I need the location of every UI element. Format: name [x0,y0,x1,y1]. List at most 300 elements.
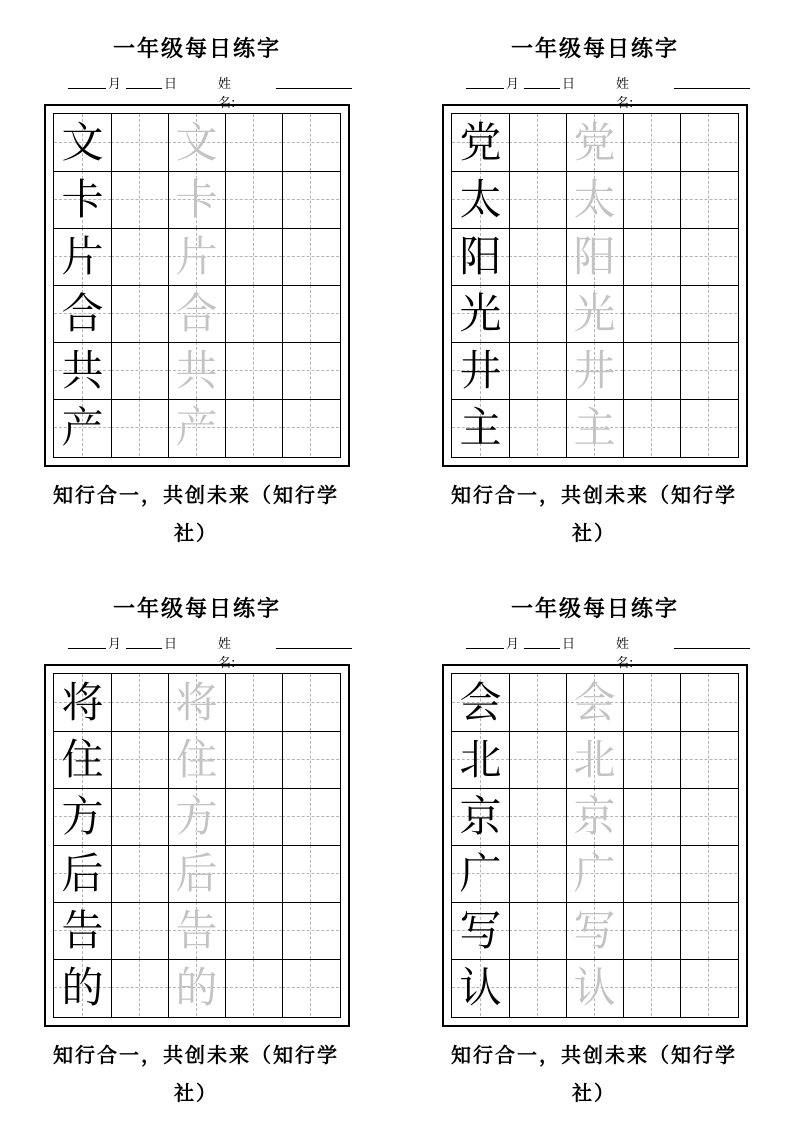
guide-line-horizontal [623,987,680,988]
grid-row [452,399,738,456]
blank-writing-cell[interactable] [623,285,680,342]
blank-writing-cell[interactable] [111,902,168,959]
grid-row [54,171,340,228]
blank-writing-cell[interactable] [509,731,566,788]
guide-line-horizontal [282,313,339,314]
model-cell [54,674,111,731]
blank-writing-cell[interactable] [680,731,737,788]
guide-line-horizontal [225,759,282,760]
practice-grid-frame [442,104,748,467]
month-blank[interactable] [466,88,504,89]
day-blank[interactable] [524,648,560,649]
guide-line-horizontal [623,427,680,428]
blank-writing-cell[interactable] [282,171,339,228]
blank-writing-cell[interactable] [509,845,566,902]
grid-row [54,845,340,902]
guide-line-horizontal [111,702,168,703]
practice-grid [53,673,341,1018]
grid-row-divider [452,959,738,960]
blank-writing-cell[interactable] [111,285,168,342]
model-character: 阳 [459,232,502,281]
sheet-title: 一年级每日练字 [112,596,281,622]
trace-cell[interactable] [168,902,225,959]
trace-cell[interactable] [168,342,225,399]
grid-row [452,674,738,731]
grid-row-divider [452,902,738,903]
grid-row-divider [54,228,340,229]
trace-cell[interactable] [168,285,225,342]
blank-writing-cell[interactable] [225,342,282,399]
guide-line-horizontal [111,930,168,931]
guide-line-horizontal [623,142,680,143]
trace-character: 产 [175,403,218,452]
blank-writing-cell[interactable] [680,285,737,342]
grid-row [452,731,738,788]
trace-cell[interactable] [168,845,225,902]
guide-line-horizontal [111,873,168,874]
model-character: 北 [459,735,502,784]
guide-line-horizontal [680,370,737,371]
guide-line-horizontal [680,759,737,760]
trace-cell[interactable] [168,731,225,788]
grid-row [452,959,738,1016]
blank-writing-cell[interactable] [282,845,339,902]
grid-row [452,902,738,959]
guide-line-horizontal [225,427,282,428]
blank-writing-cell[interactable] [680,674,737,731]
blank-writing-cell[interactable] [623,788,680,845]
grid-row [452,342,738,399]
blank-writing-cell[interactable] [680,171,737,228]
trace-cell[interactable] [566,228,623,285]
blank-writing-cell[interactable] [509,902,566,959]
model-cell [54,788,111,845]
guide-line-horizontal [680,313,737,314]
grid-row-divider [54,788,340,789]
trace-cell[interactable] [566,731,623,788]
guide-line-horizontal [623,816,680,817]
trace-character: 阳 [573,232,616,281]
guide-line-horizontal [225,256,282,257]
grid-row [452,228,738,285]
day-label: 日 [562,637,576,652]
model-character: 卡 [61,175,104,224]
guide-line-horizontal [225,873,282,874]
name-label: 姓名: [616,637,634,671]
guide-line-horizontal [509,873,566,874]
guide-line-horizontal [225,370,282,371]
trace-character: 认 [573,963,616,1012]
guide-line-horizontal [509,702,566,703]
blank-writing-cell[interactable] [680,845,737,902]
trace-cell[interactable] [168,399,225,456]
guide-line-horizontal [111,987,168,988]
trace-character: 的 [175,963,218,1012]
guide-line-horizontal [282,873,339,874]
trace-character: 后 [175,849,218,898]
trace-cell[interactable] [168,674,225,731]
trace-cell[interactable] [566,342,623,399]
trace-cell[interactable] [168,788,225,845]
blank-writing-cell[interactable] [623,228,680,285]
trace-character: 太 [573,175,616,224]
blank-writing-cell[interactable] [111,731,168,788]
blank-writing-cell[interactable] [225,674,282,731]
guide-line-horizontal [111,199,168,200]
month-blank[interactable] [68,648,106,649]
day-label: 日 [164,637,178,652]
guide-line-horizontal [282,370,339,371]
guide-line-horizontal [509,987,566,988]
blank-writing-cell[interactable] [623,171,680,228]
model-cell [54,285,111,342]
model-cell [452,902,509,959]
blank-writing-cell[interactable] [509,285,566,342]
blank-writing-cell[interactable] [680,228,737,285]
model-cell [452,342,509,399]
guide-line-horizontal [623,370,680,371]
guide-line-horizontal [623,702,680,703]
trace-character: 京 [573,792,616,841]
trace-character: 北 [573,735,616,784]
model-character: 会 [459,678,502,727]
blank-writing-cell[interactable] [225,845,282,902]
grid-row [54,342,340,399]
model-character: 京 [459,792,502,841]
blank-writing-cell[interactable] [282,114,339,171]
model-character: 合 [61,289,104,338]
trace-cell[interactable] [566,959,623,1016]
practice-grid-frame [44,104,350,467]
model-character: 党 [459,118,502,167]
guide-line-horizontal [225,930,282,931]
trace-cell[interactable] [566,902,623,959]
blank-writing-cell[interactable] [680,959,737,1016]
blank-writing-cell[interactable] [680,399,737,456]
name-label: 姓名: [616,77,634,111]
blank-writing-cell[interactable] [623,114,680,171]
model-cell [54,902,111,959]
model-cell [452,731,509,788]
blank-writing-cell[interactable] [623,731,680,788]
grid-row-divider [452,228,738,229]
grid-row-divider [54,171,340,172]
blank-writing-cell[interactable] [282,399,339,456]
guide-line-horizontal [111,816,168,817]
trace-cell[interactable] [566,399,623,456]
blank-writing-cell[interactable] [225,959,282,1016]
model-cell [54,845,111,902]
model-character: 告 [61,906,104,955]
month-label: 月 [506,637,520,652]
trace-character: 共 [175,346,218,395]
model-cell [452,399,509,456]
trace-character: 写 [573,906,616,955]
blank-writing-cell[interactable] [225,399,282,456]
model-cell [452,674,509,731]
model-cell [452,959,509,1016]
guide-line-horizontal [509,370,566,371]
trace-cell[interactable] [168,114,225,171]
blank-writing-cell[interactable] [111,171,168,228]
blank-writing-cell[interactable] [509,674,566,731]
blank-writing-cell[interactable] [225,285,282,342]
trace-character: 会 [573,678,616,727]
practice-sheet [442,0,772,545]
guide-line-horizontal [509,142,566,143]
blank-writing-cell[interactable] [509,228,566,285]
motto-text: 知行合一，共创未来（知行学社） [53,1043,339,1105]
grid-row-divider [452,845,738,846]
blank-writing-cell[interactable] [509,959,566,1016]
blank-writing-cell[interactable] [282,902,339,959]
guide-line-horizontal [623,873,680,874]
sheet-title: 一年级每日练字 [510,36,679,62]
guide-line-horizontal [111,759,168,760]
guide-line-horizontal [225,142,282,143]
blank-writing-cell[interactable] [509,788,566,845]
motto-text: 知行合一，共创未来（知行学社） [451,1043,737,1105]
trace-cell[interactable] [566,171,623,228]
practice-grid [451,673,739,1018]
guide-line-horizontal [225,702,282,703]
guide-line-horizontal [225,987,282,988]
model-cell [452,788,509,845]
trace-cell[interactable] [566,788,623,845]
name-label: 姓名: [218,77,236,111]
model-character: 井 [459,346,502,395]
model-cell [452,114,509,171]
model-cell [54,399,111,456]
guide-line-horizontal [225,199,282,200]
month-blank[interactable] [68,88,106,89]
motto-text: 知行合一，共创未来（知行学社） [451,483,737,545]
blank-writing-cell[interactable] [282,342,339,399]
blank-writing-cell[interactable] [623,902,680,959]
guide-line-horizontal [509,930,566,931]
name-blank[interactable] [276,88,352,89]
model-character: 共 [61,346,104,395]
grid-row [54,674,340,731]
guide-line-horizontal [509,816,566,817]
model-character: 后 [61,849,104,898]
grid-row-divider [54,285,340,286]
day-blank[interactable] [524,88,560,89]
guide-line-horizontal [680,873,737,874]
guide-line-horizontal [509,759,566,760]
trace-character: 主 [573,403,616,452]
model-cell [54,731,111,788]
model-character: 光 [459,289,502,338]
trace-cell[interactable] [566,845,623,902]
trace-character: 广 [573,849,616,898]
guide-line-horizontal [111,256,168,257]
grid-row [452,114,738,171]
grid-row-divider [54,959,340,960]
guide-line-horizontal [282,427,339,428]
blank-writing-cell[interactable] [225,114,282,171]
blank-writing-cell[interactable] [680,902,737,959]
grid-row-divider [54,342,340,343]
guide-line-horizontal [623,313,680,314]
blank-writing-cell[interactable] [509,399,566,456]
day-label: 日 [562,77,576,92]
blank-writing-cell[interactable] [509,114,566,171]
trace-cell[interactable] [566,285,623,342]
blank-writing-cell[interactable] [111,788,168,845]
trace-character: 住 [175,735,218,784]
practice-sheet [44,560,374,1105]
grid-row [54,399,340,456]
blank-writing-cell[interactable] [282,228,339,285]
name-blank[interactable] [674,648,750,649]
grid-row-divider [54,902,340,903]
blank-writing-cell[interactable] [111,845,168,902]
trace-character: 方 [175,792,218,841]
practice-sheet [44,0,374,545]
model-character: 方 [61,792,104,841]
guide-line-horizontal [282,930,339,931]
blank-writing-cell[interactable] [225,731,282,788]
blank-writing-cell[interactable] [509,342,566,399]
blank-writing-cell[interactable] [111,399,168,456]
grid-row [54,731,340,788]
practice-grid-frame [44,664,350,1027]
guide-line-horizontal [680,816,737,817]
trace-character: 党 [573,118,616,167]
grid-row-divider [452,342,738,343]
guide-line-horizontal [282,142,339,143]
blank-writing-cell[interactable] [111,342,168,399]
grid-row [54,114,340,171]
model-character: 将 [61,678,104,727]
blank-writing-cell[interactable] [225,171,282,228]
grid-row-divider [452,285,738,286]
day-label: 日 [164,77,178,92]
blank-writing-cell[interactable] [111,228,168,285]
month-blank[interactable] [466,648,504,649]
practice-grid-frame [442,664,748,1027]
practice-grid [451,113,739,458]
blank-writing-cell[interactable] [225,228,282,285]
sheet-title: 一年级每日练字 [112,36,281,62]
model-cell [54,114,111,171]
trace-cell[interactable] [566,114,623,171]
guide-line-horizontal [282,702,339,703]
model-character: 广 [459,849,502,898]
guide-line-horizontal [509,256,566,257]
guide-line-horizontal [111,142,168,143]
model-character: 住 [61,735,104,784]
trace-cell[interactable] [168,228,225,285]
guide-line-horizontal [680,930,737,931]
model-character: 文 [61,118,104,167]
blank-writing-cell[interactable] [623,959,680,1016]
trace-character: 井 [573,346,616,395]
model-character: 产 [61,403,104,452]
blank-writing-cell[interactable] [282,731,339,788]
guide-line-horizontal [282,199,339,200]
blank-writing-cell[interactable] [282,674,339,731]
sheet-title: 一年级每日练字 [510,596,679,622]
blank-writing-cell[interactable] [623,399,680,456]
blank-writing-cell[interactable] [225,902,282,959]
day-blank[interactable] [126,88,162,89]
model-cell [452,228,509,285]
blank-writing-cell[interactable] [680,788,737,845]
trace-character: 片 [175,232,218,281]
blank-writing-cell[interactable] [111,114,168,171]
blank-writing-cell[interactable] [225,788,282,845]
blank-writing-cell[interactable] [111,959,168,1016]
practice-grid [53,113,341,458]
trace-character: 将 [175,678,218,727]
blank-writing-cell[interactable] [623,674,680,731]
blank-writing-cell[interactable] [623,342,680,399]
grid-row [452,788,738,845]
trace-cell[interactable] [566,674,623,731]
guide-line-horizontal [509,313,566,314]
model-cell [54,228,111,285]
guide-line-horizontal [111,427,168,428]
grid-row-divider [452,399,738,400]
model-character: 认 [459,963,502,1012]
blank-writing-cell[interactable] [282,959,339,1016]
grid-row [452,171,738,228]
grid-row-divider [54,845,340,846]
name-blank[interactable] [276,648,352,649]
guide-line-horizontal [282,256,339,257]
name-blank[interactable] [674,88,750,89]
guide-line-horizontal [680,427,737,428]
day-blank[interactable] [126,648,162,649]
model-character: 主 [459,403,502,452]
practice-sheet [442,560,772,1105]
name-label: 姓名: [218,637,236,671]
trace-cell[interactable] [168,171,225,228]
blank-writing-cell[interactable] [623,845,680,902]
guide-line-horizontal [225,313,282,314]
grid-row-divider [54,731,340,732]
grid-row-divider [452,788,738,789]
motto-text: 知行合一，共创未来（知行学社） [53,483,339,545]
guide-line-horizontal [623,930,680,931]
blank-writing-cell[interactable] [680,342,737,399]
trace-character: 告 [175,906,218,955]
guide-line-horizontal [509,199,566,200]
blank-writing-cell[interactable] [509,171,566,228]
guide-line-horizontal [623,759,680,760]
guide-line-horizontal [680,256,737,257]
trace-character: 文 [175,118,218,167]
guide-line-horizontal [282,759,339,760]
guide-line-horizontal [225,816,282,817]
blank-writing-cell[interactable] [282,285,339,342]
model-cell [54,959,111,1016]
model-cell [452,285,509,342]
grid-row [54,285,340,342]
month-label: 月 [506,77,520,92]
trace-character: 光 [573,289,616,338]
grid-row [54,959,340,1016]
blank-writing-cell[interactable] [111,674,168,731]
model-cell [452,845,509,902]
trace-cell[interactable] [168,959,225,1016]
blank-writing-cell[interactable] [680,114,737,171]
blank-writing-cell[interactable] [282,788,339,845]
model-character: 片 [61,232,104,281]
guide-line-horizontal [680,199,737,200]
